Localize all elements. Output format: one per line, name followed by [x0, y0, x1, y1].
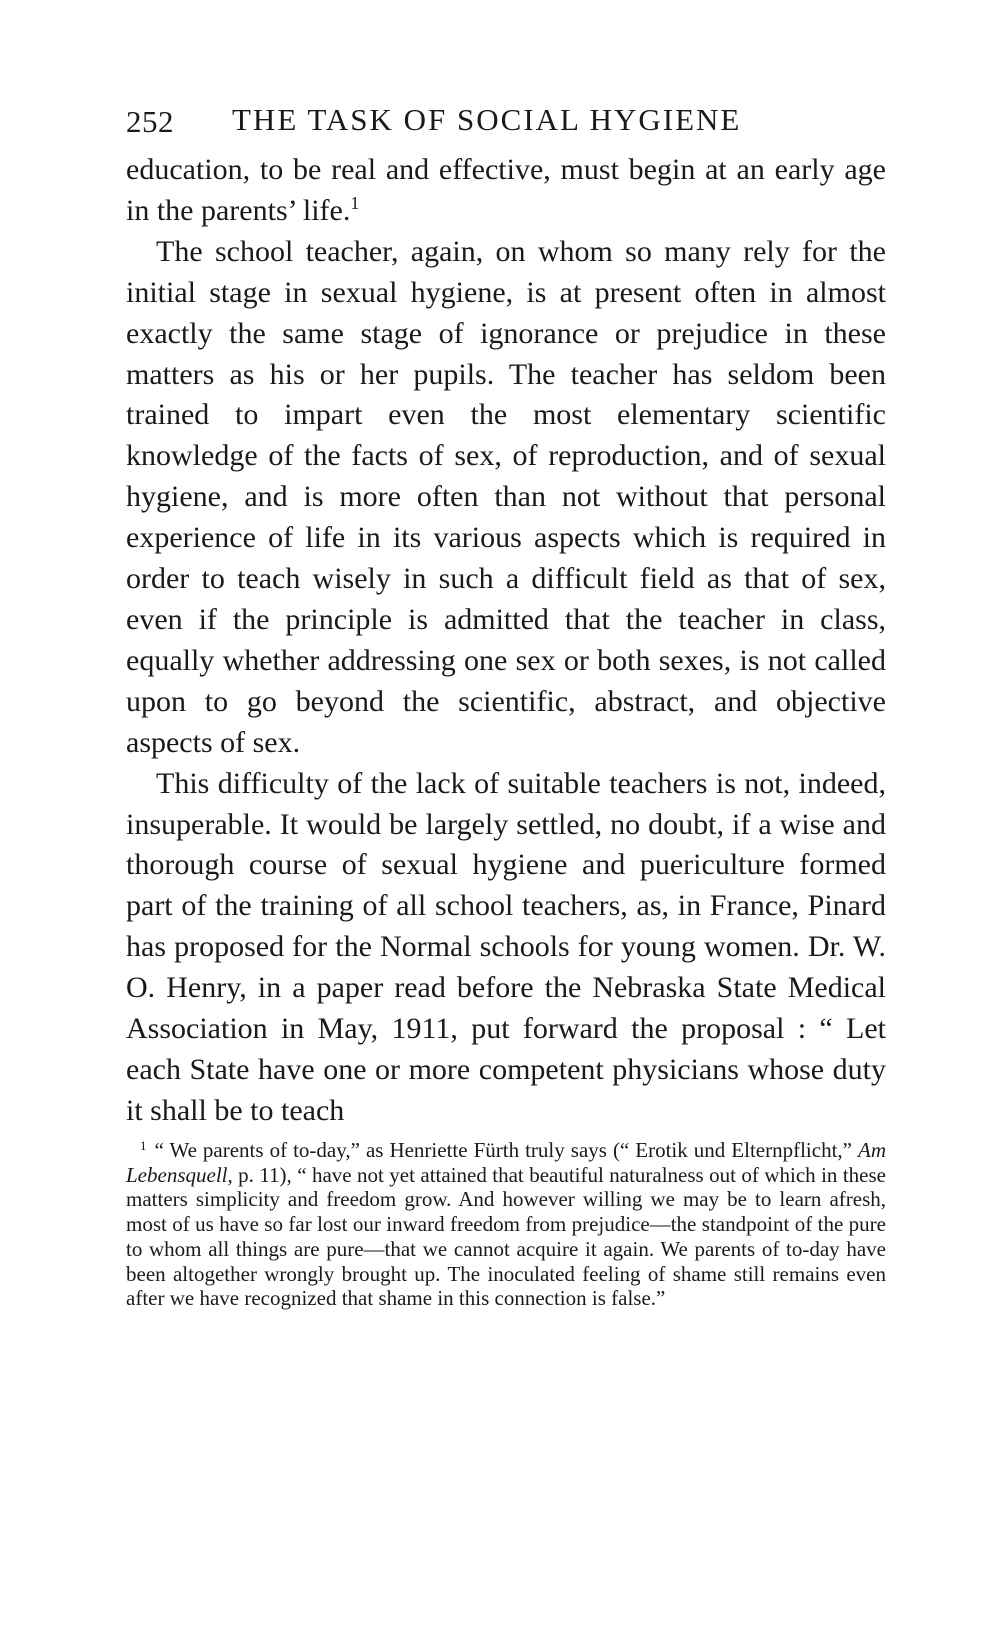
page-header [126, 98, 886, 142]
footnote [126, 1138, 886, 1311]
running-title: THE TASK OF SOCIAL HYGIENE [232, 102, 742, 137]
footnote-text-a: “ We parents of to-day,” as Henriette Fürth truly says (“ Erotik und Elternpflicht,” [154, 1138, 858, 1162]
footnote-text-b: , p. 11), “ have not yet attained that beautiful naturalness out of which in these matters simplicity and freedom grow. And however willing we may be to learn afresh, most of us have so far lost our inward freedom from prejudice—the standpoint of the pure to whom all things are pure—that we cannot acquire it again. We parents of to-day have been altogether wrongly brought up. The inoculated feeling of shame still remains even after we have recognized that shame in this connection is false.” [126, 1162, 886, 1311]
paragraph-1 [126, 150, 886, 232]
paragraph-3: This difficulty of the lack of suitable teachers is not, indeed, insuperable. It would be largely settled, no doubt, if a wise and thorough course of sexual hygiene and puericulture formed part of the training of all school teachers, as, in France, Pinard has proposed for the Normal schools for young women. Dr. W. O. Henry, in a paper read before the Nebraska State Medical Association in May, 1911, put forward the proposal : “ Let each State have one or more competent physicians whose duty it shall be to teach [126, 766, 886, 1127]
footnote-reference: 1 [350, 192, 360, 213]
paragraph-2: The school teacher, again, on whom so many rely for the initial stage in sexual hygiene, is at present often in almost exactly the same stage of ignorance or prejudice in these matters as his or her pupils. The teacher has seldom been trained to impart even the most elementary scientific knowledge of the facts of sex, of reproduction, and of sexual hygiene, and is more often than not without that personal experience of life in its various aspects which is required in order to teach wisely in such a difficult field as that of sex, even if the principle is admitted that the teacher in class, equally whether addressing one sex or both sexes, is not called upon to go beyond the scientific, abstract, and objective aspects of sex. [126, 234, 886, 759]
footnote-marker: 1 [140, 1138, 147, 1153]
page-number: 252 [126, 104, 174, 139]
paragraph-1-text: education, to be real and effective, must begin at an early age in the parents’ life. [126, 153, 886, 227]
body-text [126, 150, 886, 1132]
footnote-paragraph [126, 1138, 886, 1311]
footnote-source-title: Am Lebensquell [126, 1138, 886, 1187]
